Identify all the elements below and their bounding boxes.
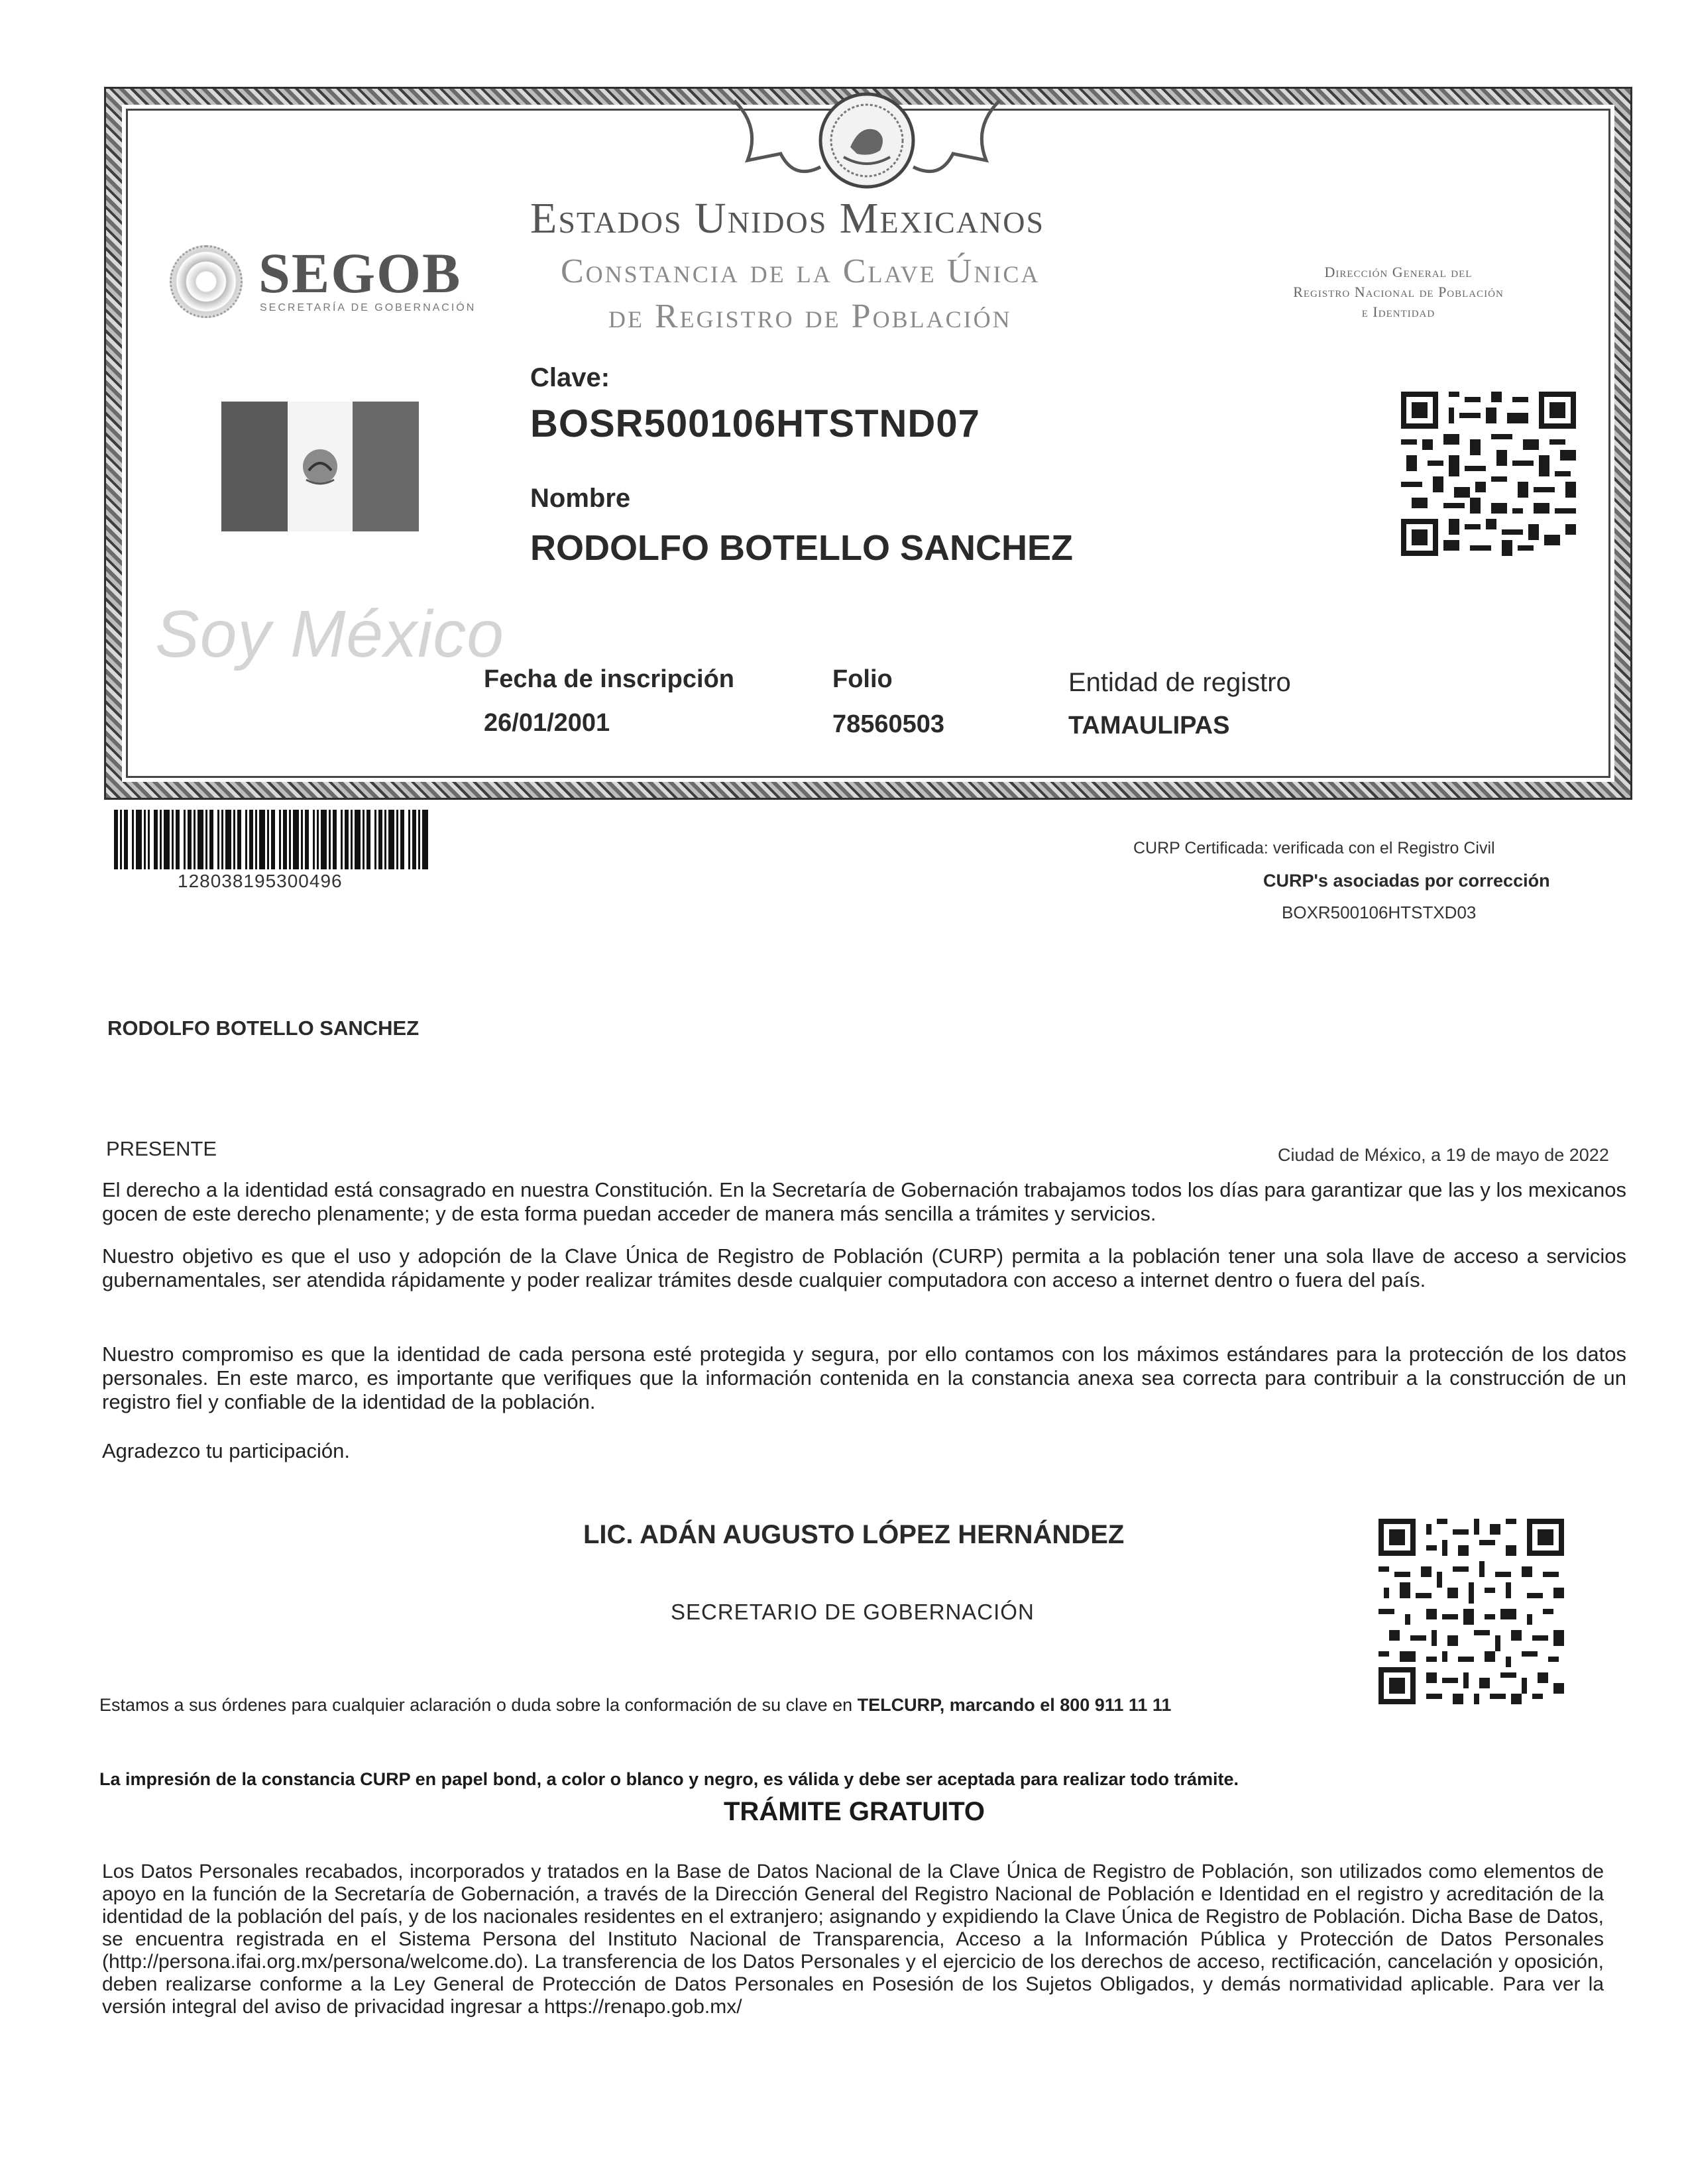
nombre-value: RODOLFO BOTELLO SANCHEZ: [530, 528, 1073, 568]
title-line-2: Constancia de la Clave Única: [561, 252, 1040, 290]
contact-text: Estamos a sus órdenes para cualquier aclaración o duda sobre la conformación de su clave en: [99, 1695, 858, 1715]
entidad-registro-label: Entidad de registro: [1068, 668, 1291, 697]
validity-notice: La impresión de la constancia CURP en papel bond, a color o blanco y negro, es válida y debe ser aceptada para realizar todo trámite.: [99, 1769, 1239, 1789]
signer-title: SECRETARIO DE GOBERNACIÓN: [671, 1600, 1035, 1624]
segob-seal-icon: [170, 245, 243, 318]
letter-date: Ciudad de México, a 19 de mayo de 2022: [1278, 1145, 1609, 1165]
fecha-inscripcion-value: 26/01/2001: [484, 709, 610, 737]
national-crest-ornament: [721, 87, 1013, 193]
mexican-flag-icon: [221, 402, 419, 531]
segob-subtitle: SECRETARÍA DE GOBERNACIÓN: [260, 302, 477, 313]
nombre-label: Nombre: [530, 484, 631, 513]
dg-line-2: Registro Nacional de Población: [1293, 284, 1504, 300]
letter-paragraph-1: El derecho a la identidad está consagrado en nuestra Constitución. En la Secretaría de Gobernación trabajamos todos los días para garantizar que las y los mexicanos gocen de este derecho plenamente; y de esta forma puedan acceder de manera más sencilla a trámites y servicios.: [102, 1178, 1626, 1225]
barcode-icon: [114, 810, 428, 869]
signer-name: LIC. ADÁN AUGUSTO LÓPEZ HERNÁNDEZ: [583, 1520, 1125, 1549]
letter-presente: PRESENTE: [106, 1137, 217, 1160]
dg-line-1: Dirección General del: [1324, 264, 1473, 280]
fecha-inscripcion-label: Fecha de inscripción: [484, 665, 734, 693]
qr-code-icon: [1401, 391, 1576, 557]
title-line-1: Estados Unidos Mexicanos: [530, 194, 1045, 243]
letter-paragraph-2: Nuestro objetivo es que el uso y adopción de la Clave Única de Registro de Población (CURP) permita a la población tener una sola llave de acceso a servicios gubernamentales, ser atendida rápidamente y poder realizar trámites desde cualquier computadora con acceso a internet dentro o fuera del país.: [102, 1244, 1626, 1291]
signature-qr-code-icon: [1378, 1519, 1564, 1704]
privacy-notice: Los Datos Personales recabados, incorporados y tratados en la Base de Datos Nacional de la Clave Única de Registro de Población, son utilizados como elementos de apoyo en la función de la Secretaría de Gobernación, a través de la Dirección General del Registro Nacional de Población e Identidad en el registro y acreditación de la identidad de la población del país, y de los nacionales residentes en el extranjero; asignando y expidiendo la Clave Única de Registro de Población. Dicha Base de Datos, se encuentra registrada en el Sistema Persona del Instituto Nacional de Transparencia, Acceso a la Información Pública y Protección de Datos Personales (http://persona.ifai.org.mx/persona/welcome.do). La transferencia de los Datos Personales y el ejercicio de los derechos de acceso, rectificación, cancelación y oposición, deben realizarse conforme a la Ley General de Protección de Datos Personales en Posesión de los Sujetos Obligados, y demás normatividad aplicable. Para ver la versión integral del aviso de privacidad ingresar a https://renapo.gob.mx/: [102, 1861, 1604, 2018]
letter-paragraph-4: Agradezco tu participación.: [102, 1439, 350, 1462]
clave-label: Clave:: [530, 363, 610, 392]
folio-label: Folio: [832, 665, 893, 693]
direccion-general-label: [1239, 262, 1557, 322]
entidad-registro-value: TAMAULIPAS: [1068, 712, 1230, 739]
curp-certificada-text: CURP Certificada: verificada con el Registro Civil: [1133, 839, 1495, 857]
letter-paragraph-3: Nuestro compromiso es que la identidad de cada persona esté protegida y segura, por ello contamos con los máximos estándares para la protección de los datos personales. En este marco, es importante que verifiques que la información contenida en la constancia anexa sea correcta para contribuir a la construcción de un registro fiel y confiable de la identidad de la población.: [102, 1342, 1626, 1413]
title-line-3: de Registro de Población: [608, 298, 1012, 335]
curp-asociadas-label: CURP's asociadas por corrección: [1263, 871, 1550, 891]
contact-line: [99, 1695, 1171, 1716]
clave-value: BOSR500106HTSTND07: [530, 402, 980, 445]
barcode-number: 128038195300496: [178, 871, 343, 891]
dg-line-3: e Identidad: [1361, 303, 1435, 320]
telcurp-phone: TELCURP, marcando el 800 911 11 11: [857, 1695, 1172, 1715]
segob-logo-text: SEGOB: [258, 241, 462, 305]
soy-mexico-watermark: Soy México: [155, 597, 504, 671]
curp-asociadas-value: BOXR500106HTSTXD03: [1282, 902, 1477, 922]
letter-addressee: RODOLFO BOTELLO SANCHEZ: [107, 1016, 420, 1040]
tramite-gratuito-heading: TRÁMITE GRATUITO: [724, 1797, 985, 1826]
folio-value: 78560503: [832, 710, 945, 738]
